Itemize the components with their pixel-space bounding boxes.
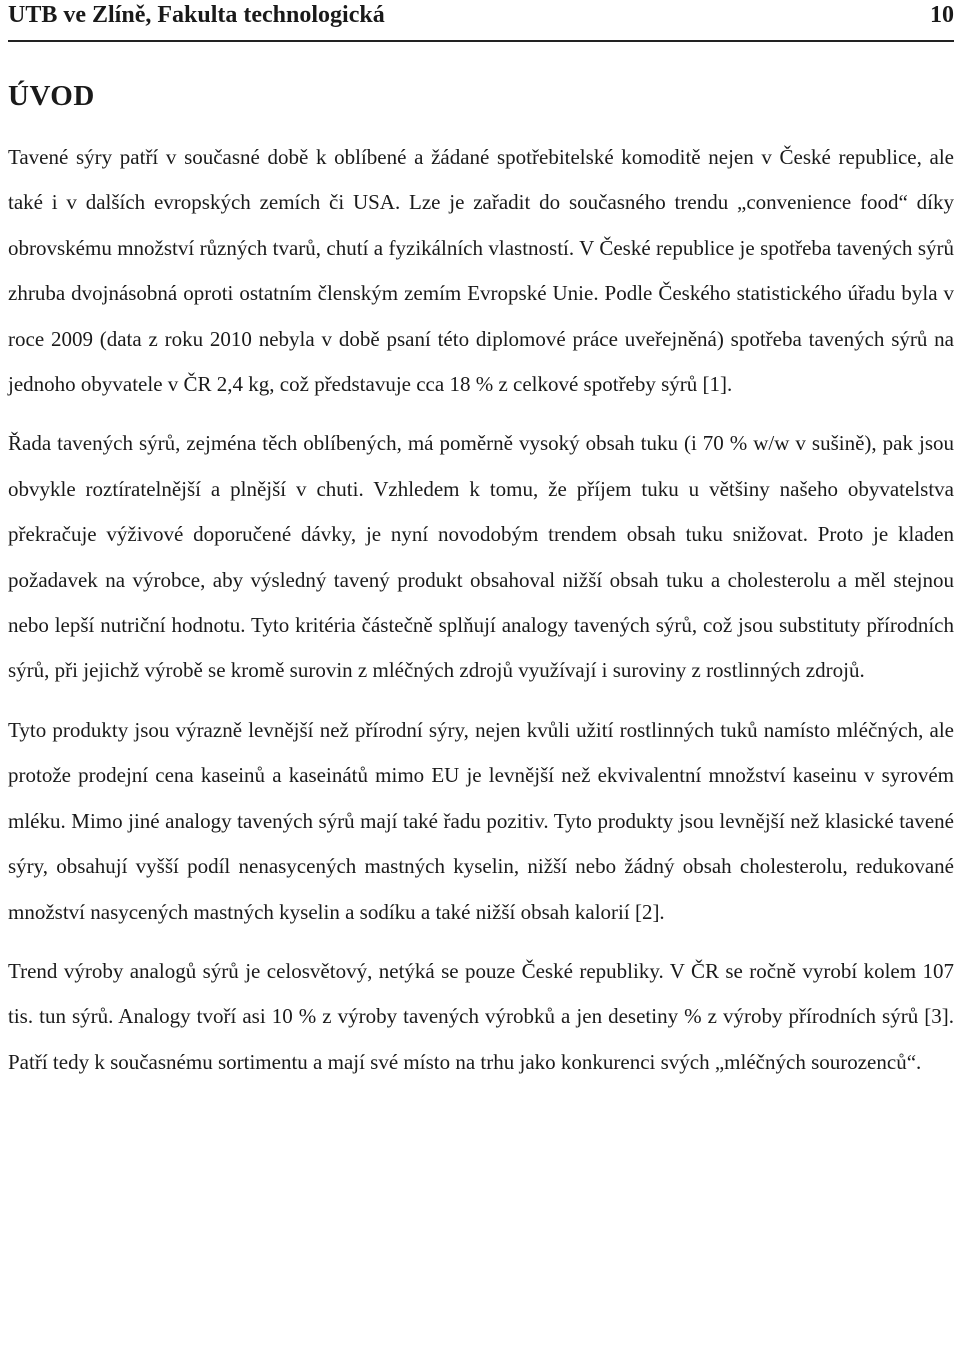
body-text <box>8 135 954 1099</box>
page-header <box>8 0 954 42</box>
page-number: 10 <box>930 2 954 28</box>
paragraph-3: Tyto produkty jsou výrazně levnější než přírodní sýry, nejen kvůli užití rostlinných tuků namísto mléčných, ale protože prodejní cena kaseinů a kaseinátů mimo EU je levnější než ekvivalentní množství kaseinu v syrovém mléku. Mimo jiné analogy tavených sýrů mají také řadu pozitiv. Tyto produkty jsou levnější než klasické tavené sýry, obsahují vyšší podíl nenasycených mastných kyselin, nižší nebo žádný obsah cholesterolu, redukované množství nasycených mastných kyselin a sodíku a také nižší obsah kalorií [2]. <box>8 717 954 924</box>
paragraph-2: Řada tavených sýrů, zejména těch oblíbených, má poměrně vysoký obsah tuku (i 70 % w/w v sušině), pak jsou obvykle roztíratelnější a plnější v chuti. Vzhledem k tomu, že příjem tuku u většiny našeho obyvatelstva překračuje výživové doporučené dávky, je nyní novodobým trendem obsah tuku snižovat. Proto je kladen požadavek na výrobce, aby výsledný tavený produkt obsahoval nižší obsah tuku a cholesterolu a měl stejnou nebo lepší nutriční hodnotu. Tyto kritéria částečně splňují analogy tavených sýrů, což jsou substituty přírodních sýrů, při jejichž výrobě se kromě surovin z mléčných zdrojů využívají i suroviny z rostlinných zdrojů. <box>8 431 954 683</box>
header-institution: UTB ve Zlíně, Fakultа technologická <box>8 2 385 28</box>
paragraph-1: Tavené sýry patří v současné době k oblíbené a žádané spotřebitelské komoditě nejen v České republice, ale také i v dalších evropských zemích či USA. Lze je zařadit do současného trendu „convenience food“ díky obrovskému množství různých tvarů, chutí a fyzikálních vlastností. V České republice je spotřeba tavených sýrů zhruba dvojnásobná oproti ostatním členským zemím Evropské Unie. Podle Českého statistického úřadu byla v roce 2009 (data z roku 2010 nebyla v době psaní této diplomové práce uveřejněná) spotřeba tavených sýrů na jednoho obyvatele v ČR 2,4 kg, což představuje cca 18 % z celkové spotřeby sýrů [1]. <box>8 145 954 397</box>
paragraph-4: Trend výroby analogů sýrů je celosvětový, netýká se pouze České republiky. V ČR se ročně vyrobí kolem 107 tis. tun sýrů. Analogy tvoří asi 10 % z výroby tavených výrobků a jen desetiny % z výroby přírodních sýrů [3]. Patří tedy k současnému sortimentu a mají své místo na trhu jako konkurenci svých „mléčných sourozenců“. <box>8 958 954 1074</box>
section-title: ÚVOD <box>8 80 95 112</box>
